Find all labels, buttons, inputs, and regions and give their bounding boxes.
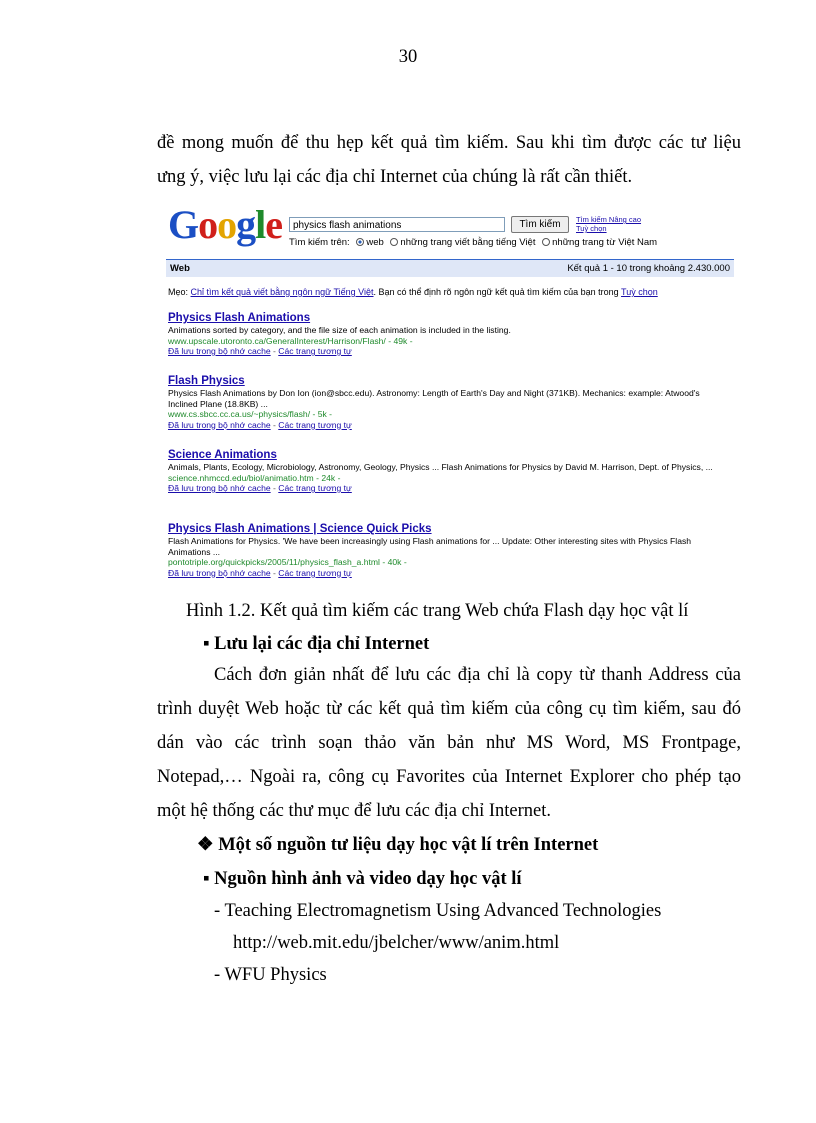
paragraph-line: Cách đơn giản nhất để lưu các địa chỉ là copy từ thanh Address của (214, 665, 741, 685)
heading-physics-resources: ❖ Một số nguồn tư liệu dạy học vật lí trên Internet (197, 835, 599, 855)
result-url: www.upscale.utoronto.ca/GeneralInterest/Harrison/Flash/ - 49k - (168, 335, 413, 346)
radio-web-label: web (366, 237, 384, 248)
result-title-link[interactable]: Flash Physics (168, 375, 245, 387)
result-snippet: Flash Animations for Physics. 'We have been increasingly using Flash animations for ... Update: Other interesting sites with Physics Flash Animations ... (168, 536, 692, 557)
results-bar-web: Web (170, 263, 190, 274)
list-item: - WFU Physics (214, 965, 327, 985)
result-snippet: Animations sorted by category, and the file size of each animation is included in the listing. (168, 325, 511, 335)
results-count: Kết quả 1 - 10 trong khoảng 2.430.000 (567, 263, 730, 274)
search-result: Science Animations Animals, Plants, Ecology, Microbiology, Astronomy, Geology, Physics ... Flash Animations for Physics by David M. Harrison, Dept. of Physics, ... science.nhmccd.edu/biol/animatio.htm - 24k - Đã lưu trong bộ nhớ cache - Các trang tương tự (168, 448, 728, 494)
result-url: pontotriple.org/quickpicks/2005/11/physics_flash_a.html - 40k - (168, 557, 407, 567)
similar-link[interactable]: Các trang tương tự (278, 419, 352, 430)
cache-link[interactable]: Đã lưu trong bộ nhớ cache (168, 567, 271, 578)
cache-link[interactable]: Đã lưu trong bộ nhớ cache (168, 483, 271, 493)
google-logo: Google (168, 202, 283, 247)
similar-link[interactable]: Các trang tương tự (278, 567, 352, 578)
result-title-link[interactable]: Science Animations (168, 449, 277, 461)
paragraph-line: một hệ thống các thư mục để lưu các địa chỉ Internet. (157, 801, 552, 821)
result-title-link[interactable]: Physics Flash Animations (168, 312, 311, 324)
search-result: Physics Flash Animations | Science Quick Picks Flash Animations for Physics. 'We have been increasingly using Flash animations for ... Update: Other interesting sites with Physics Flash Animations ... pontotriple.org/quickpicks/2005/11/physics_flash_a.html - 40k - Đã lưu trong bộ nhớ cache - Các trang tương tự (168, 522, 728, 578)
advanced-links[interactable] (576, 215, 641, 233)
paragraph-line: dán vào các trình soạn thảo văn bản như MS Word, MS Frontpage, (157, 733, 741, 753)
similar-link[interactable]: Các trang tương tự (278, 483, 352, 493)
paragraph-line: Notepad,… Ngoài ra, công cụ Favorites của Internet Explorer cho phép tạo (157, 767, 741, 787)
radio-vietnamese-lang-label: những trang viết bằng tiếng Việt (400, 237, 536, 248)
heading-image-video-sources: ▪ Nguồn hình ảnh và video dạy học vật lí (203, 869, 522, 889)
search-on-label: Tìm kiếm trên: (289, 237, 350, 248)
intro-line-2: ưng ý, việc lưu lại các địa chỉ Internet của chúng là rất cần thiết. (157, 167, 633, 187)
google-search-screenshot (166, 203, 734, 587)
radio-vietnam-sites-label: những trang từ Việt Nam (552, 237, 658, 248)
search-result: Flash Physics Physics Flash Animations by Don Ion (ion@sbcc.edu). Astronomy: Length of Earth's Day and Night (371KB). Mechanics: example: Atwood's Inclined Plane (18.8KB) ... www.cs.sbcc.cc.ca.us/~physics/flash/ - 5k - Đã lưu trong bộ nhớ cache - Các trang tương tự (168, 374, 728, 430)
search-input[interactable]: physics flash animations (289, 217, 505, 232)
list-item-url: http://web.mit.edu/jbelcher/www/anim.html (233, 933, 560, 953)
heading-save-addresses: ▪ Lưu lại các địa chỉ Internet (203, 634, 430, 654)
advanced-search-link[interactable]: Tìm kiếm Nâng cao (576, 215, 642, 224)
radio-web[interactable] (356, 238, 364, 246)
radio-vietnamese-lang[interactable] (390, 238, 398, 246)
cache-link[interactable]: Đã lưu trong bộ nhớ cache (168, 346, 271, 356)
preferences-link[interactable]: Tuỳ chọn (576, 224, 607, 233)
radio-vietnam-sites[interactable] (542, 238, 550, 246)
search-tip: Mẹo: Chỉ tìm kết quả viết bằng ngôn ngữ Tiếng Việt. Bạn có thể định rõ ngôn ngữ kết quả tìm kiếm của bạn trong Tuỳ chọn (168, 287, 658, 297)
figure-caption: Hình 1.2. Kết quả tìm kiếm các trang Web chứa Flash dạy học vật lí (186, 601, 689, 621)
search-button[interactable]: Tìm kiếm (511, 216, 569, 233)
result-snippet: Animals, Plants, Ecology, Microbiology, Astronomy, Geology, Physics ... Flash Animations for Physics by David M. Harrison, Dept. of Physics, ... (168, 462, 713, 472)
list-item: - Teaching Electromagnetism Using Advanced Technologies (214, 901, 662, 921)
result-snippet: Physics Flash Animations by Don Ion (ion@sbcc.edu). Astronomy: Length of Earth's Day and Night (371KB). Mechanics: example: Atwood's Inclined Plane (18.8KB) ... (168, 388, 700, 409)
tip-preferences-link[interactable]: Tuỳ chọn (621, 287, 658, 297)
result-url: www.cs.sbcc.cc.ca.us/~physics/flash/ - 5k - (168, 409, 333, 419)
result-title-link[interactable]: Physics Flash Animations | Science Quick Picks (168, 523, 432, 535)
page-number: 30 (398, 47, 418, 67)
intro-line-1: đề mong muốn để thu hẹp kết quả tìm kiếm. Sau khi tìm được các tư liệu (157, 133, 741, 153)
paragraph-line: trình duyệt Web hoặc từ các kết quả tìm kiếm của công cụ tìm kiếm, sau đó (157, 699, 741, 719)
similar-link[interactable]: Các trang tương tự (278, 346, 352, 356)
search-scope (289, 237, 657, 248)
result-url: science.nhmccd.edu/biol/animatio.htm - 24k - (168, 472, 341, 483)
cache-link[interactable]: Đã lưu trong bộ nhớ cache (168, 419, 271, 430)
results-bar (166, 259, 734, 277)
tip-language-link[interactable]: Chỉ tìm kết quả viết bằng ngôn ngữ Tiếng Việt (190, 287, 374, 297)
search-result: Physics Flash Animations Animations sorted by category, and the file size of each animation is included in the listing. www.upscale.utoronto.ca/GeneralInterest/Harrison/Flash/ - 49k - Đã lưu trong bộ nhớ cache - Các trang tương tự (168, 311, 728, 357)
